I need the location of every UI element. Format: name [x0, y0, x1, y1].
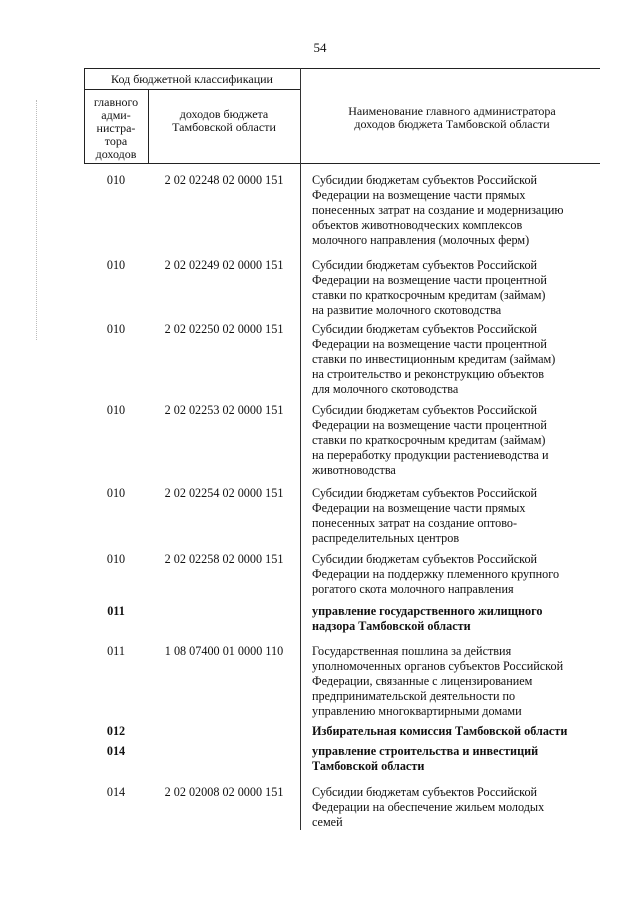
income-code: 2 02 02249 02 0000 151	[164, 258, 284, 272]
administrator-name	[312, 644, 602, 719]
administrator-name	[312, 258, 602, 318]
header-top-rule	[84, 68, 600, 69]
header-col-admin	[84, 96, 148, 161]
header-group-rule	[84, 89, 300, 90]
administrator-name-line: животноводства	[312, 463, 396, 477]
administrator-name-line: уполномоченных органов субъектов Российской	[312, 659, 564, 673]
administrator-name-line: предпринимательской деятельности по	[312, 689, 516, 703]
administrator-name-line: на развитие молочного скотоводства	[312, 303, 502, 317]
page-number: 54	[313, 40, 327, 55]
administrator-name-line: для молочного скотоводства	[312, 382, 459, 396]
administrator-name-line: Федерации на возмещение части процентной	[312, 418, 547, 432]
administrator-name-line: молочного направления (молочных ферм)	[312, 233, 530, 247]
administrator-name-line: ставки по краткосрочным кредитам (займам)	[312, 433, 546, 447]
administrator-name-line: ставки по инвестиционным кредитам (займам)	[312, 352, 556, 366]
administrator-name-line: Субсидии бюджетам субъектов Российской	[312, 552, 538, 566]
header-col-code-line: Тамбовской области	[172, 120, 276, 134]
administrator-name-line: Тамбовской области	[312, 759, 425, 773]
header-col-admin-line: тора	[104, 134, 128, 148]
administrator-name	[312, 173, 602, 248]
admin-code: 010	[106, 486, 126, 500]
administrator-name-line: Субсидии бюджетам субъектов Российской	[312, 258, 538, 272]
administrator-name-line: Субсидии бюджетам субъектов Российской	[312, 486, 538, 500]
administrator-name-line: Федерации на поддержку племенного крупного	[312, 567, 560, 581]
administrator-name	[312, 486, 602, 546]
administrator-name	[312, 744, 602, 774]
income-code: 2 02 02248 02 0000 151	[164, 173, 284, 187]
administrator-name-line: Субсидии бюджетам субъектов Российской	[312, 322, 538, 336]
admin-code: 010	[106, 552, 126, 566]
administrator-name-line: на строительство и реконструкцию объектов	[312, 367, 544, 381]
income-code: 2 02 02250 02 0000 151	[164, 322, 284, 336]
admin-code: 012	[106, 724, 126, 738]
header-group-title: Код бюджетной классификации	[111, 72, 273, 86]
administrator-name-line: Субсидии бюджетам субъектов Российской	[312, 403, 538, 417]
administrator-name-line: Субсидии бюджетам субъектов Российской	[312, 785, 538, 799]
header-divider-1	[148, 89, 149, 164]
income-code: 2 02 02258 02 0000 151	[164, 552, 284, 566]
column-divider	[300, 68, 301, 830]
administrator-name-line: понесенных затрат на создание оптово-	[312, 516, 518, 530]
administrator-name-line: Субсидии бюджетам субъектов Российской	[312, 173, 538, 187]
administrator-name-line: распределительных центров	[312, 531, 460, 545]
administrator-name-line: Федерации на возмещение части процентной	[312, 273, 547, 287]
header-col-code-line: доходов бюджета	[179, 107, 269, 121]
admin-code: 014	[106, 744, 126, 758]
header-col-name	[304, 105, 600, 131]
admin-code: 011	[107, 644, 125, 658]
administrator-name-line: понесенных затрат на создание и модернизацию	[312, 203, 564, 217]
header-col-admin-line: главного	[93, 95, 139, 109]
administrator-name	[312, 322, 602, 397]
header-col-name-line: доходов бюджета Тамбовской области	[354, 117, 550, 131]
header-col-admin-line: доходов	[95, 147, 137, 161]
header-bottom-rule	[84, 163, 600, 164]
header-col-admin-line: нистра-	[96, 121, 136, 135]
administrator-name	[312, 785, 602, 830]
administrator-name-line: объектов животноводческих комплексов	[312, 218, 523, 232]
income-code: 2 02 02008 02 0000 151	[164, 785, 284, 799]
admin-code: 011	[107, 604, 125, 618]
administrator-name-line: Избирательная комиссия Тамбовской области	[312, 724, 568, 738]
administrator-name-line: управлению многоквартирными домами	[312, 704, 522, 718]
administrator-name-line: Федерации на возмещение части прямых	[312, 501, 526, 515]
income-code: 1 08 07400 01 0000 110	[164, 644, 284, 658]
header-col-code	[150, 108, 298, 134]
income-code: 2 02 02254 02 0000 151	[164, 486, 284, 500]
administrator-name-line: Федерации, связанные с лицензированием	[312, 674, 533, 688]
administrator-name-line: на переработку продукции растениеводства и	[312, 448, 549, 462]
administrator-name-line: Государственная пошлина за действия	[312, 644, 512, 658]
administrator-name-line: Федерации на обеспечение жильем молодых	[312, 800, 545, 814]
admin-code: 010	[106, 322, 126, 336]
income-code: 2 02 02253 02 0000 151	[164, 403, 284, 417]
administrator-name-line: Федерации на возмещение части прямых	[312, 188, 526, 202]
administrator-name-line: ставки по краткосрочным кредитам (займам)	[312, 288, 546, 302]
administrator-name-line: рогатого скота молочного направления	[312, 582, 514, 596]
administrator-name-line: управление государственного жилищного	[312, 604, 543, 618]
admin-code: 010	[106, 258, 126, 272]
administrator-name-line: Федерации на возмещение части процентной	[312, 337, 547, 351]
admin-code: 010	[106, 403, 126, 417]
administrator-name	[312, 724, 602, 739]
administrator-name-line: управление строительства и инвестиций	[312, 744, 539, 758]
administrator-name-line: семей	[312, 815, 343, 829]
admin-code: 010	[106, 173, 126, 187]
administrator-name	[312, 604, 602, 634]
administrator-name-line: надзора Тамбовской области	[312, 619, 471, 633]
header-col-name-line: Наименование главного администратора	[348, 104, 556, 118]
margin-mark	[36, 100, 41, 340]
administrator-name	[312, 403, 602, 478]
administrator-name	[312, 552, 602, 597]
header-col-admin-line: адми-	[101, 108, 131, 122]
admin-code: 014	[106, 785, 126, 799]
